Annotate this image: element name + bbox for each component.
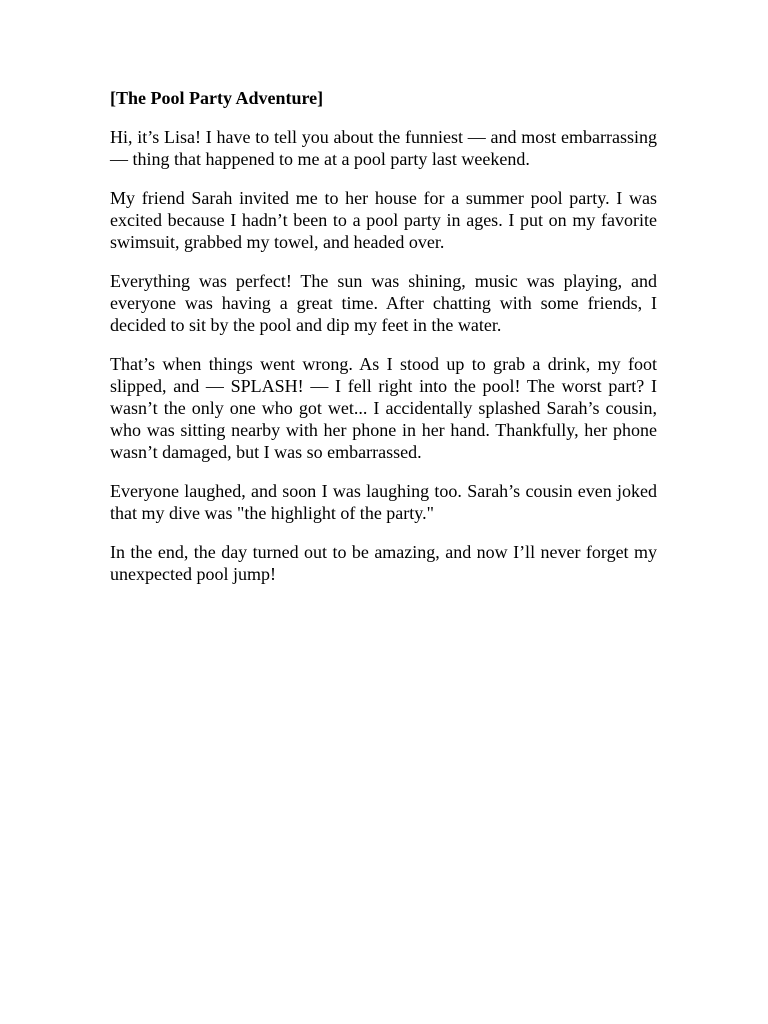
paragraph-splash: That’s when things went wrong. As I stood up to grab a drink, my foot slipped, and — SPLASH! — I fell right into the pool! The worst part? I wasn’t the only one who got wet... I accidentally splashed Sarah’s cousin, who was sitting nearby with her phone in her hand. Thankfully, her phone wasn’t damaged, but I was so embarrassed. bbox=[110, 354, 657, 462]
paragraph-ending: In the end, the day turned out to be amazing, and now I’ll never forget my unexpected pool jump! bbox=[110, 542, 657, 584]
paragraph-intro: Hi, it’s Lisa! I have to tell you about the funniest — and most embarrassing — thing that happened to me at a pool party last weekend. bbox=[110, 127, 657, 169]
document-title: [The Pool Party Adventure] bbox=[110, 88, 324, 108]
paragraph-laughter: Everyone laughed, and soon I was laughing too. Sarah’s cousin even joked that my dive was "the highlight of the party." bbox=[110, 481, 657, 523]
document-page bbox=[110, 87, 657, 602]
paragraph-party-scene: Everything was perfect! The sun was shining, music was playing, and everyone was having a great time. After chatting with some friends, I decided to sit by the pool and dip my feet in the water. bbox=[110, 271, 657, 335]
paragraph-invitation: My friend Sarah invited me to her house for a summer pool party. I was excited because I hadn’t been to a pool party in ages. I put on my favorite swimsuit, grabbed my towel, and headed over. bbox=[110, 188, 657, 252]
